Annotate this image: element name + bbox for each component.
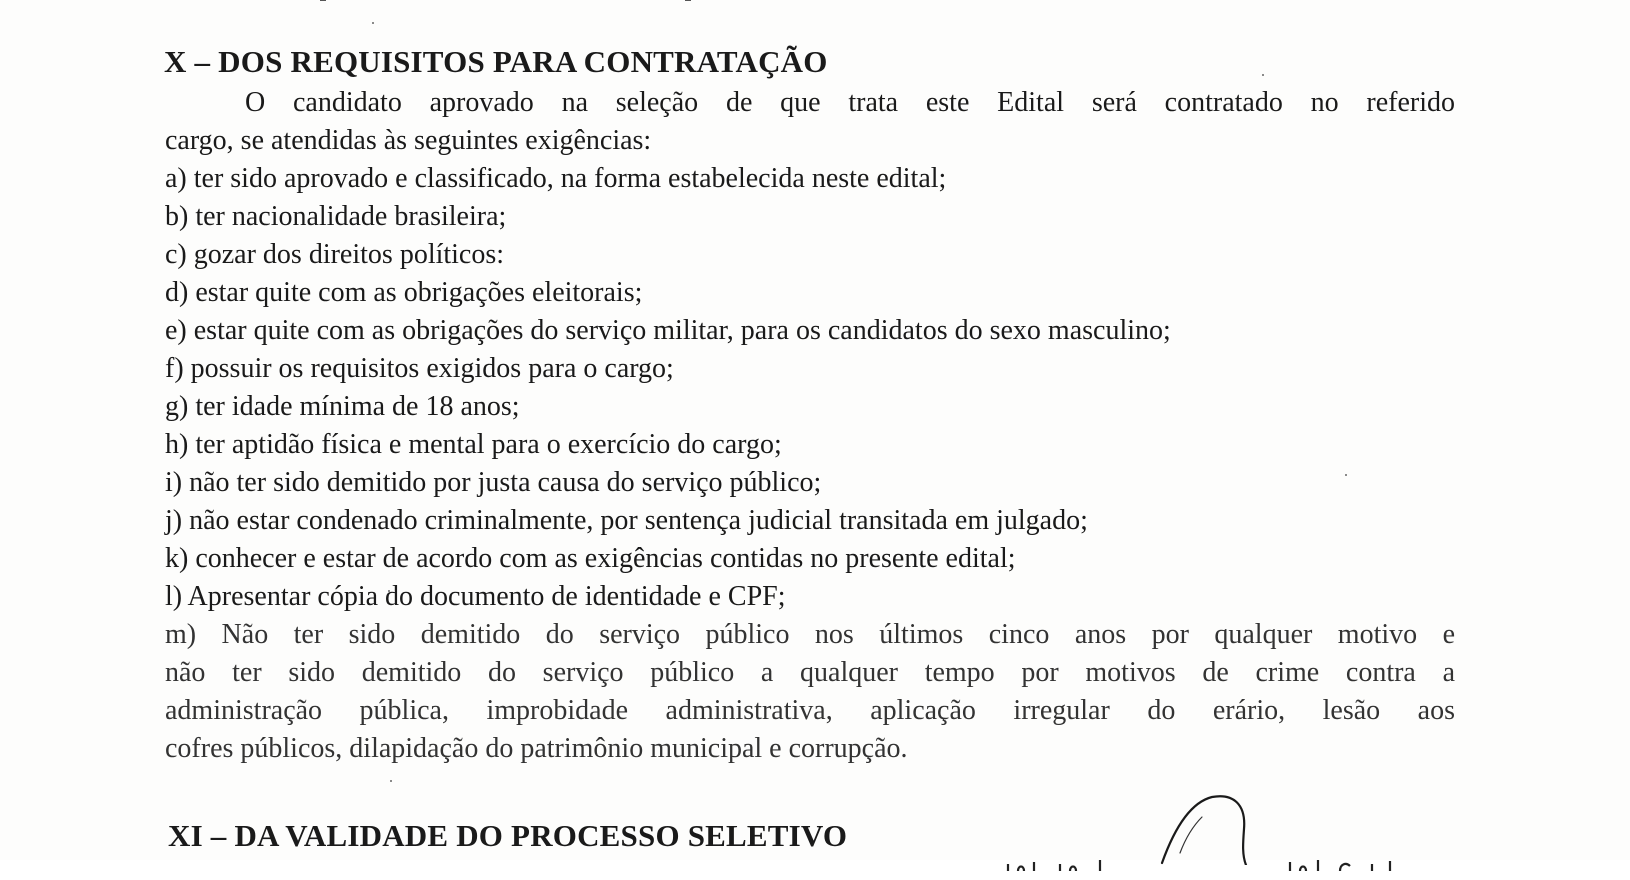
requirement-item-m-line-3: administração pública, improbidade administrativa, aplicação irregular do erário, lesão aos	[165, 695, 1455, 726]
requirement-item-b: b) ter nacionalidade brasileira;	[165, 201, 507, 232]
cut-off-glyph-tops	[1000, 856, 1460, 872]
section-x-intro-line-2: cargo, se atendidas às seguintes exigências:	[165, 125, 652, 156]
cut-off-next-line	[1000, 848, 1460, 868]
requirement-item-m-line-2: não ter sido demitido do serviço público a qualquer tempo por motivos de crime contra a	[165, 657, 1455, 688]
scan-speck	[1345, 474, 1347, 476]
section-x-heading: X – DOS REQUISITOS PARA CONTRATAÇÃO	[164, 44, 828, 79]
requirement-item-f: f) possuir os requisitos exigidos para o cargo;	[165, 353, 674, 384]
requirement-item-m-line-4: cofres públicos, dilapidação do patrimônio municipal e corrupção.	[165, 733, 908, 764]
requirement-item-k: k) conhecer e estar de acordo com as exigências contidas no presente edital;	[165, 543, 1016, 574]
section-x-intro-line-1: O candidato aprovado na seleção de que trata este Edital será contratado no referido	[245, 87, 1455, 118]
requirement-item-j: j) não estar condenado criminalmente, por sentença judicial transitada em julgado;	[165, 505, 1088, 536]
requirement-item-e: e) estar quite com as obrigações do serviço militar, para os candidatos do sexo masculino;	[165, 315, 1171, 346]
requirement-item-l: l) Apresentar cópia do documento de identidade e CPF;	[165, 581, 786, 612]
requirement-item-a: a) ter sido aprovado e classificado, na forma estabelecida neste edital;	[165, 163, 947, 194]
requirement-item-d: d) estar quite com as obrigações eleitorais;	[165, 277, 643, 308]
cut-off-text-remnant	[260, 0, 780, 6]
scan-speck	[1262, 74, 1264, 76]
requirement-item-m-line-1: m) Não ter sido demitido do serviço público nos últimos cinco anos por qualquer motivo e	[165, 619, 1455, 650]
requirement-item-i: i) não ter sido demitido por justa causa do serviço público;	[165, 467, 822, 498]
scan-speck	[372, 22, 374, 24]
requirement-item-g: g) ter idade mínima de 18 anos;	[165, 391, 520, 422]
requirement-item-h: h) ter aptidão física e mental para o exercício do cargo;	[165, 429, 782, 460]
section-xi-heading: XI – DA VALIDADE DO PROCESSO SELETIVO	[168, 818, 848, 853]
scan-speck	[390, 780, 392, 782]
requirement-item-c: c) gozar dos direitos políticos:	[165, 239, 505, 270]
